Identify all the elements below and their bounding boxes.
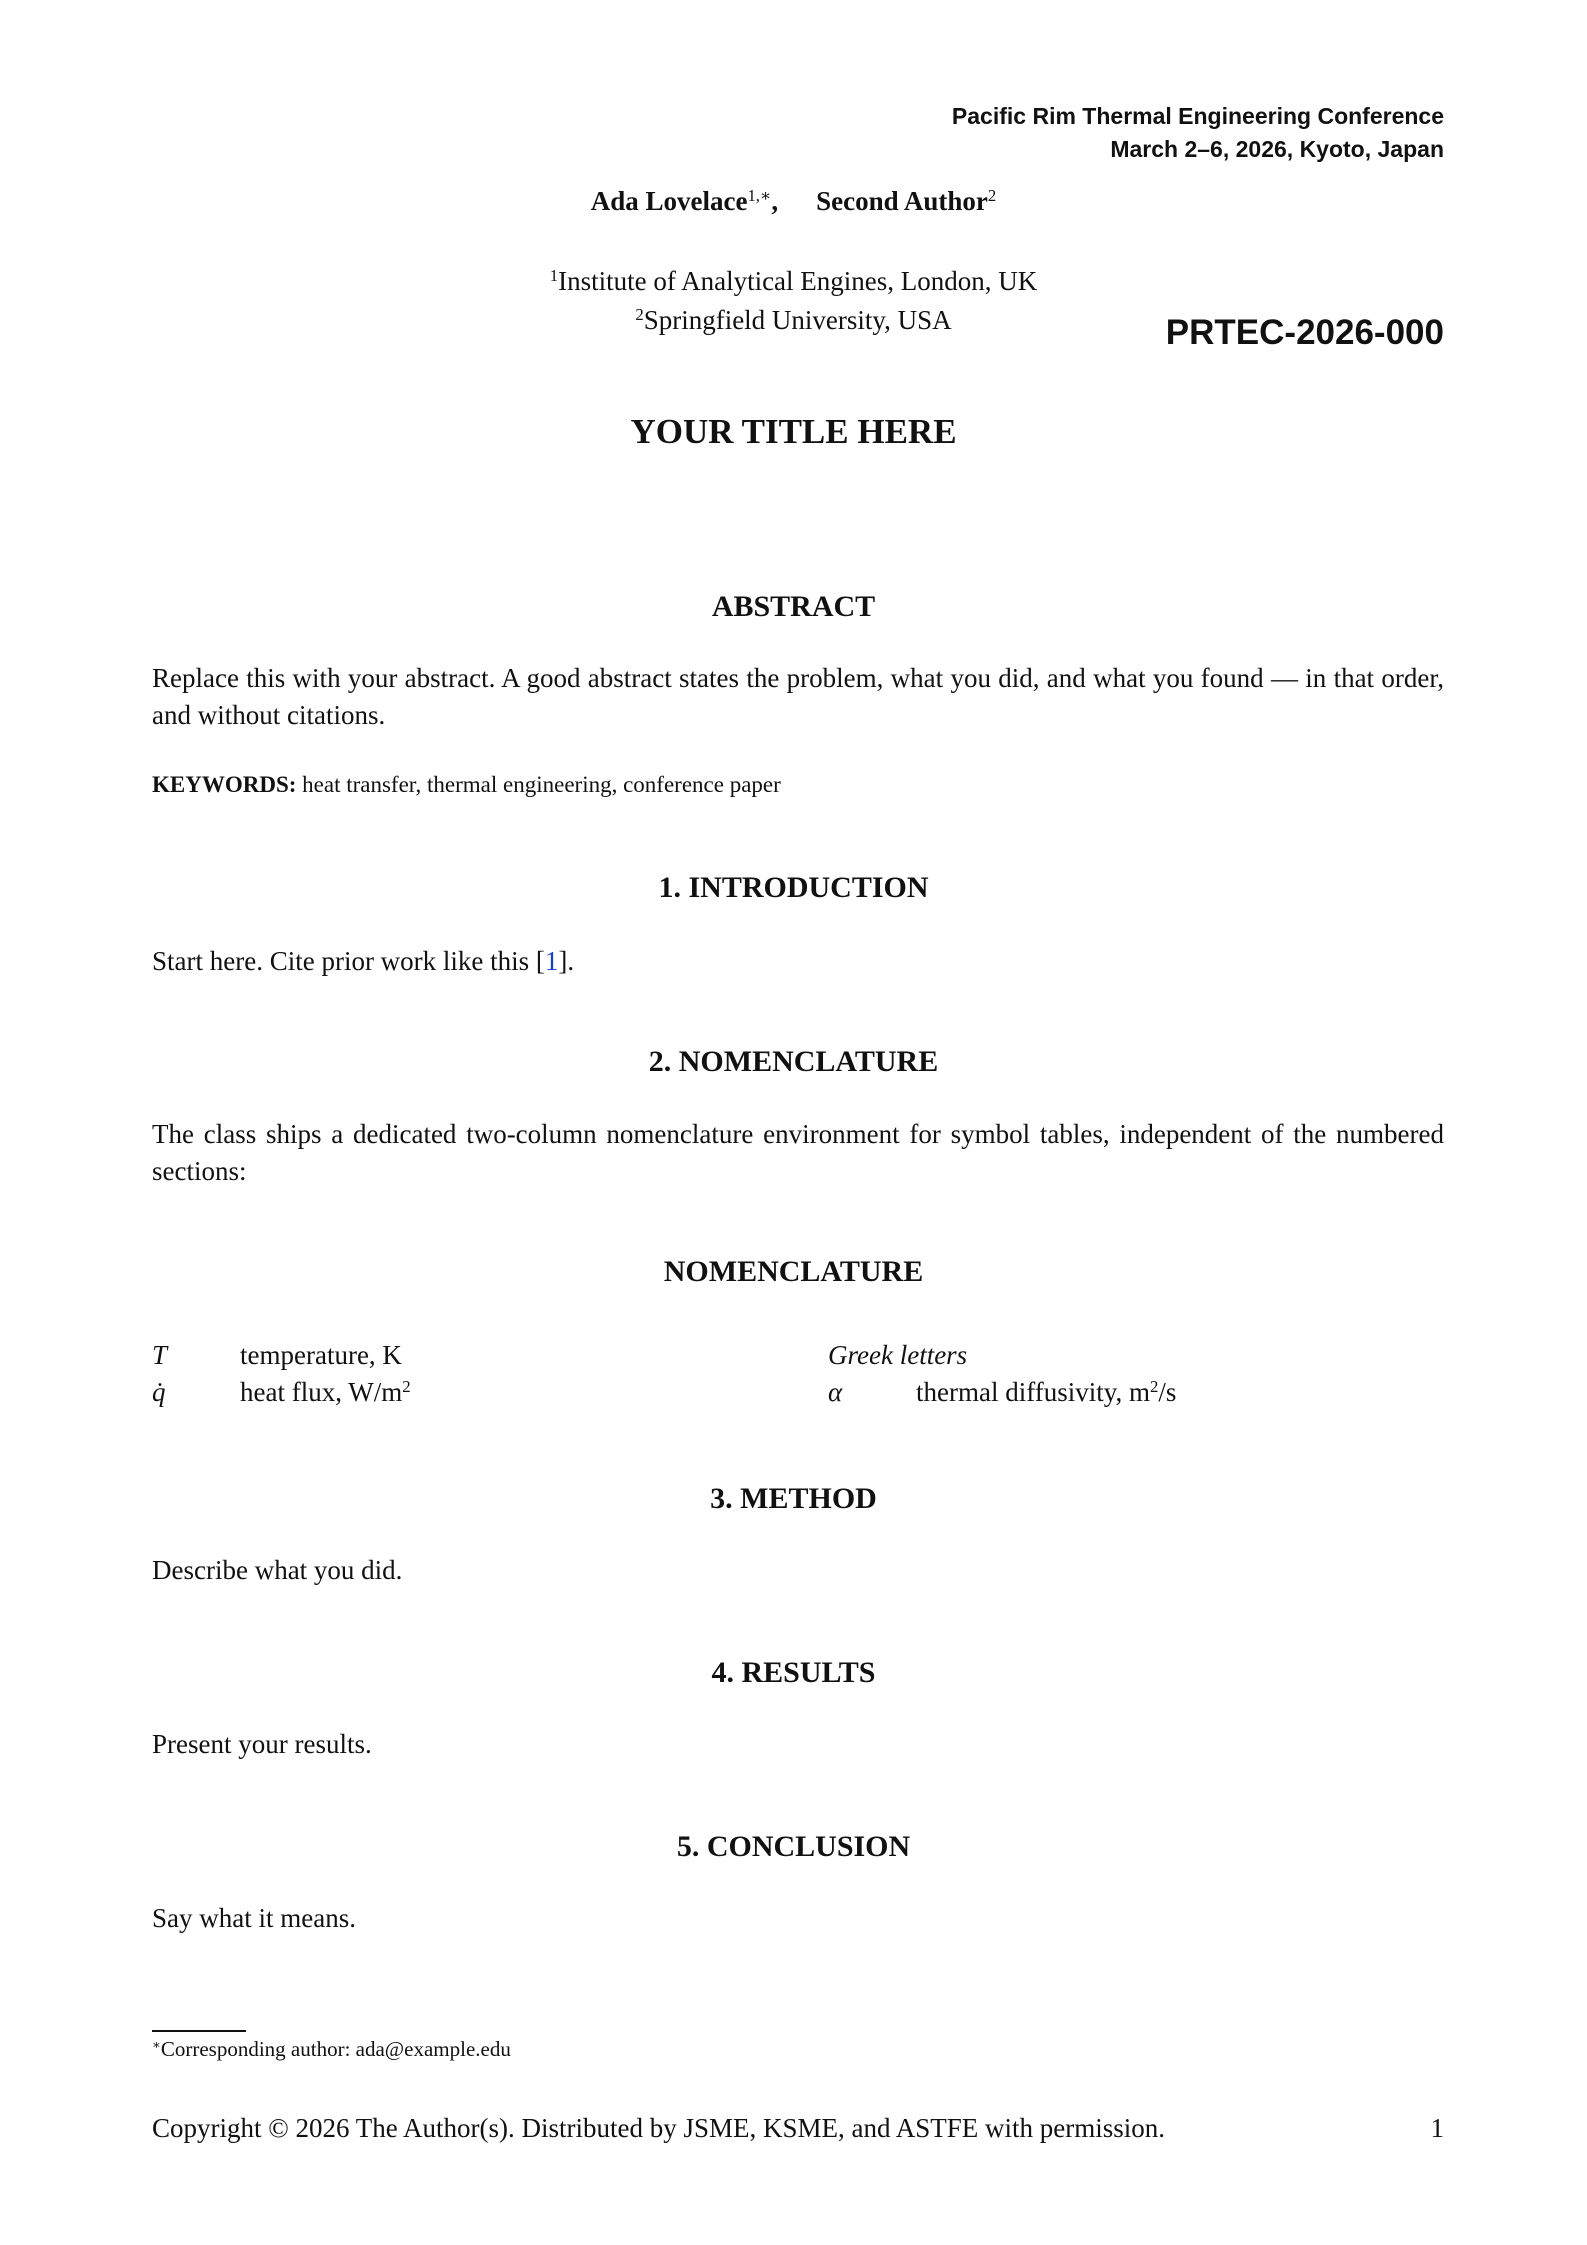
section-heading-conclusion: 5. CONCLUSION <box>676 1830 911 1863</box>
section-heading-nomenclature: 2. NOMENCLATURE <box>648 1045 939 1078</box>
nomenclature-description: temperature, K <box>240 1340 402 1370</box>
section-heading-results: 4. RESULTS <box>711 1656 876 1689</box>
conference-dates: March 2–6, 2026, Kyoto, Japan <box>1110 136 1444 162</box>
description-text: thermal diffusivity, m <box>916 1377 1150 1407</box>
author-separator: , <box>771 186 779 216</box>
footnote-mark: ∗ <box>152 2036 161 2052</box>
nomenclature-symbol <box>828 1377 842 1408</box>
keywords <box>152 772 781 798</box>
introduction-text-part: Start here. Cite prior work like this [ <box>152 946 545 976</box>
footnote-rule <box>152 2030 246 2032</box>
affiliation-text: Springfield University, USA <box>643 305 952 335</box>
conclusion-text: Say what it means. <box>152 1903 356 1933</box>
affiliation-marker: 1 <box>549 265 559 285</box>
method-text: Describe what you did. <box>152 1555 403 1585</box>
paper-title: YOUR TITLE HERE <box>630 412 957 451</box>
description-text: heat flux, W/m <box>240 1377 403 1407</box>
author-name: Second Author <box>816 186 988 216</box>
paper-id: PRTEC-2026-000 <box>1165 313 1444 352</box>
author-superscript: 2 <box>987 185 997 205</box>
affiliation-text: Institute of Analytical Engines, London, UK <box>558 266 1038 296</box>
nomenclature-description <box>916 1377 1176 1408</box>
nomenclature-subheading <box>828 1340 967 1371</box>
description-superscript: 2 <box>1149 1376 1159 1396</box>
section-heading-introduction: 1. INTRODUCTION <box>658 871 929 904</box>
abstract-text: Replace this with your abstract. A good abstract states the problem, what you did, and what you found — in that order, and without citations. <box>152 663 1444 730</box>
page-number: 1 <box>1430 2113 1444 2143</box>
affiliation <box>0 262 1587 301</box>
nomenclature-description <box>240 1377 411 1408</box>
nomenclature-symbol <box>152 1377 166 1408</box>
keywords-label: KEYWORDS: <box>152 772 297 797</box>
author-list <box>0 186 1587 217</box>
citation-link[interactable]: 1 <box>544 946 559 976</box>
keywords-text: heat transfer, thermal engineering, conference paper <box>302 772 781 797</box>
copyright-notice: Copyright © 2026 The Author(s). Distributed by JSME, KSME, and ASTFE with permission. <box>152 2113 1166 2143</box>
conference-header <box>952 100 1444 166</box>
introduction-text-part: ]. <box>558 946 575 976</box>
affiliation-marker: 2 <box>635 304 644 324</box>
section-heading-method: 3. METHOD <box>710 1482 877 1515</box>
author-superscript: 1,∗ <box>747 185 772 205</box>
nomenclature-symbol <box>152 1340 167 1371</box>
nomenclature-intro-text: The class ships a dedicated two-column nomenclature environment for symbol tables, independent of the numbered sections: <box>152 1119 1444 1186</box>
subheading-text: Greek letters <box>828 1340 968 1370</box>
footnote <box>152 2037 511 2062</box>
symbol-text: T <box>152 1340 168 1370</box>
footnote-text: Corresponding author: ada@example.edu <box>160 2037 511 2061</box>
author-name: Ada Lovelace <box>590 186 748 216</box>
conference-name: Pacific Rim Thermal Engineering Conference <box>951 103 1444 129</box>
nomenclature-table-heading: NOMENCLATURE <box>663 1255 924 1288</box>
description-superscript: 2 <box>402 1376 411 1396</box>
introduction-text <box>152 943 1444 980</box>
symbol-text: α <box>828 1377 843 1407</box>
description-text: /s <box>1158 1377 1177 1407</box>
symbol-text: q̇ <box>152 1377 166 1407</box>
results-text: Present your results. <box>152 1729 372 1759</box>
abstract-heading: ABSTRACT <box>711 590 876 623</box>
